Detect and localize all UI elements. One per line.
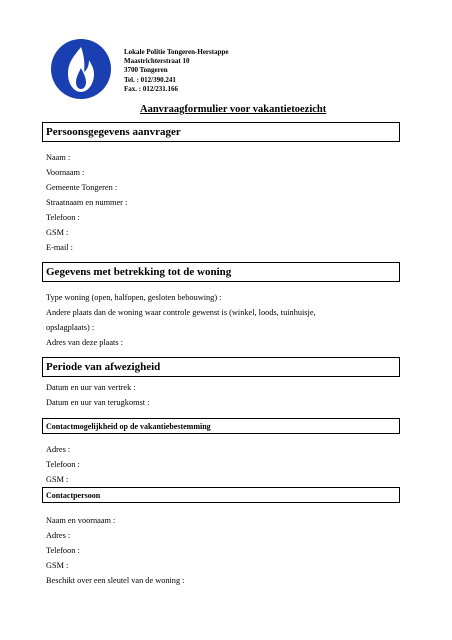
section-header-contact-vakantie: Contactmogelijkheid op de vakantiebestemming (42, 418, 400, 434)
fax: Fax. : 012/231.166 (124, 84, 179, 93)
field-contact-sleutel: Beschikt over een sleutel van de woning : (46, 576, 185, 585)
field-adres-plaats: Adres van deze plaats : (46, 338, 123, 347)
field-contact-gsm: GSM : (46, 561, 69, 570)
field-terugkomst: Datum en uur van terugkomst : (46, 398, 150, 407)
section-header-woning: Gegevens met betrekking tot de woning (42, 262, 400, 282)
section-header-afwezigheid: Periode van afwezigheid (42, 357, 400, 377)
field-vakantie-gsm: GSM : (46, 475, 69, 484)
form-title: Aanvraagformulier voor vakantietoezicht (140, 104, 327, 115)
field-email: E-mail : (46, 243, 73, 252)
org-name: Lokale Politie Tongeren-Herstappe (124, 48, 229, 56)
field-type-woning: Type woning (open, halfopen, gesloten bebouwing) : (46, 293, 222, 302)
field-contact-adres: Adres : (46, 531, 71, 540)
section-header-contactpersoon: Contactpersoon (42, 487, 400, 503)
telephone: Tel. : 012/390.241 (124, 75, 176, 84)
field-vakantie-telefoon: Telefoon : (46, 460, 80, 469)
address-block (124, 48, 228, 94)
field-andere-plaats: Andere plaats dan de woning waar controle gewenst is (winkel, loods, tuinhuisje, (46, 308, 316, 317)
street: Maastrichterstraat 10 (124, 57, 190, 66)
field-andere-plaats-cont: opslagplaats) : (46, 323, 95, 332)
field-contact-telefoon: Telefoon : (46, 546, 80, 555)
field-straatnaam: Straatnaam en nummer : (46, 198, 128, 207)
field-naam: Naam : (46, 153, 71, 162)
field-telefoon: Telefoon : (46, 213, 80, 222)
field-gsm: GSM : (46, 228, 69, 237)
section-header-persoonsgegevens: Persoonsgegevens aanvrager (42, 122, 400, 142)
field-vertrek: Datum en uur van vertrek : (46, 383, 136, 392)
field-gemeente: Gemeente Tongeren : (46, 183, 118, 192)
field-voornaam: Voornaam : (46, 168, 85, 177)
city: 3700 Tongeren (124, 66, 168, 75)
field-contact-naam: Naam en voornaam : (46, 516, 116, 525)
field-vakantie-adres: Adres : (46, 445, 71, 454)
police-logo-icon (50, 38, 112, 100)
